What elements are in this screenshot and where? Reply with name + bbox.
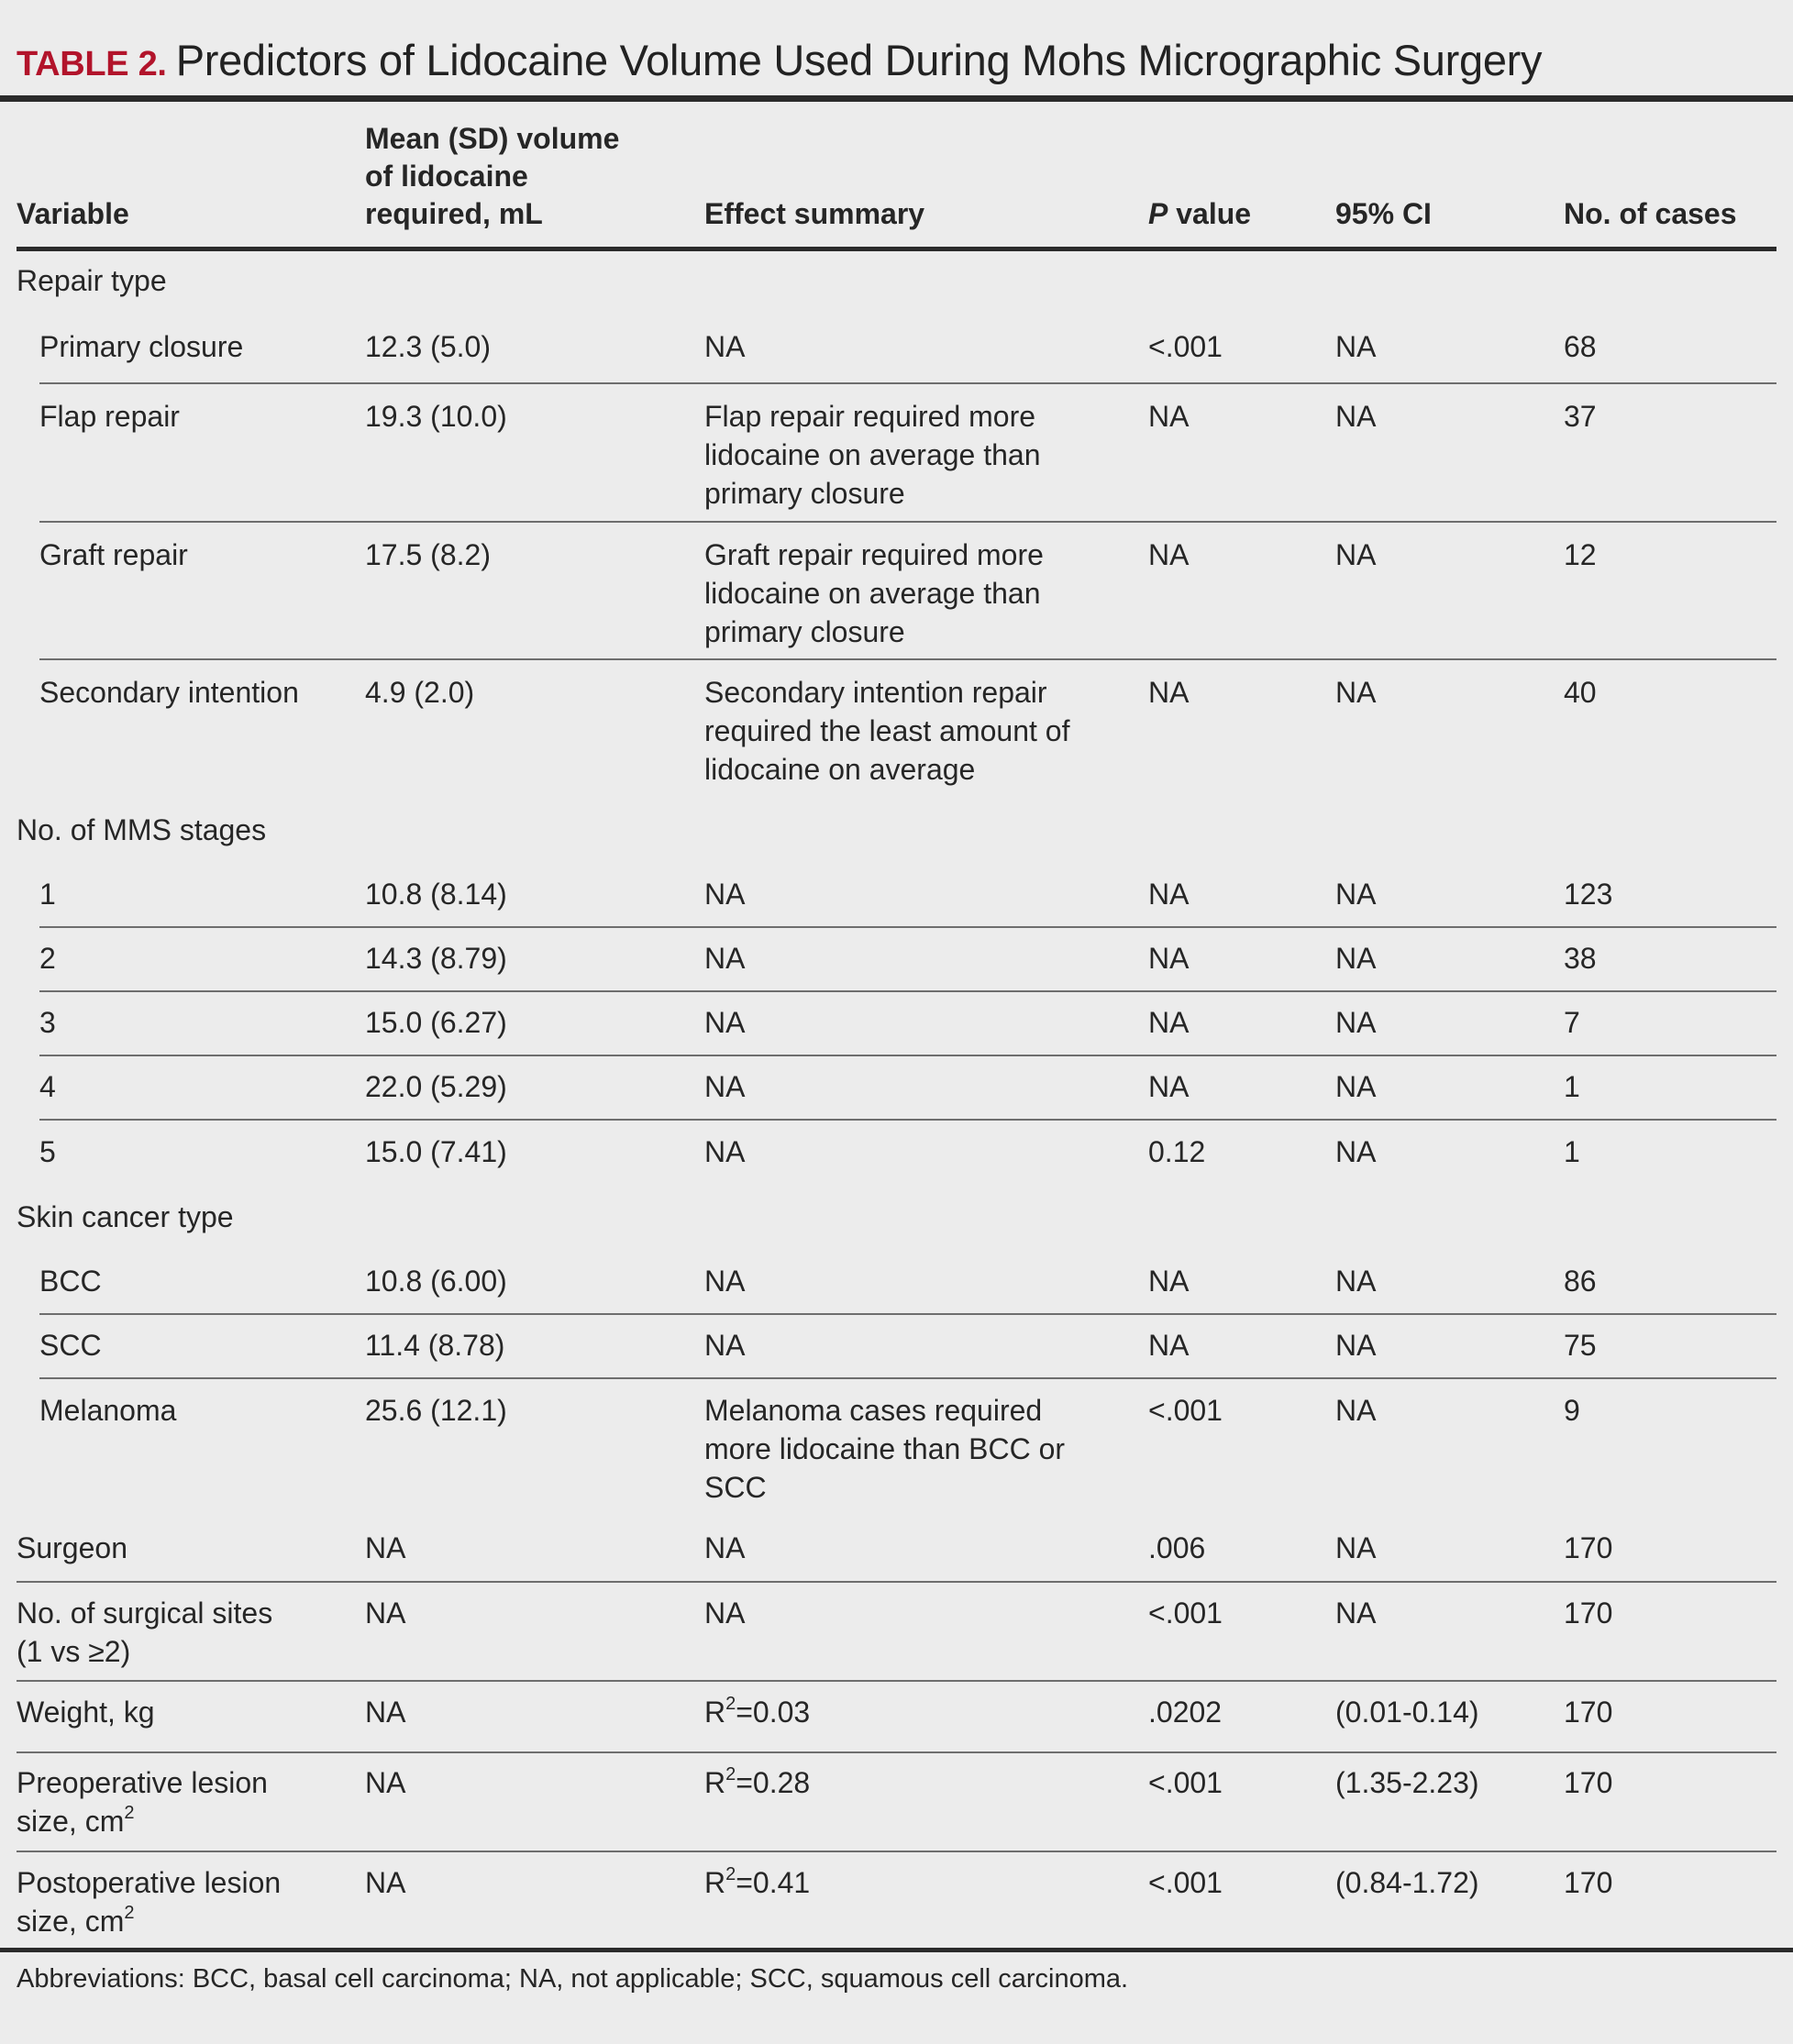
row-p-value: <.001 [1148,1866,1223,1899]
row-variable: BCC [39,1265,102,1298]
row-mean-volume: 10.8 (8.14) [365,878,507,911]
row-mean-volume: 22.0 (5.29) [365,1070,507,1103]
row-mean-volume: 19.3 (10.0) [365,400,507,433]
row-effect-summary-line: NA [704,1265,746,1298]
row-effect-summary-line: NA [704,330,746,363]
row-variable-superscript: 2 [124,1903,135,1923]
table-label: TABLE 2. [17,45,167,83]
row-confidence-interval: NA [1335,1597,1377,1630]
row-variable-line2-text: (1 vs ≥2) [17,1635,131,1668]
row-effect-summary-line: NA [704,1006,746,1039]
row-variable: 2 [39,942,56,975]
row-variable: 4 [39,1070,56,1103]
row-p-value: NA [1148,1329,1190,1362]
row-confidence-interval: NA [1335,1070,1377,1103]
row-confidence-interval: NA [1335,1006,1377,1039]
row-confidence-interval: NA [1335,538,1377,571]
row-mean-volume: 12.3 (5.0) [365,330,491,363]
row-confidence-interval: NA [1335,1135,1377,1168]
row-case-count: 12 [1564,538,1597,571]
row-variable-line2 [17,1802,134,1840]
row-p-value: NA [1148,878,1190,911]
row-effect-summary-line: NA [704,1070,746,1103]
row-variable: Primary closure [39,330,244,363]
row-variable-line2 [17,1632,130,1671]
section-heading: No. of MMS stages [17,813,267,846]
row-divider [39,658,1776,660]
row-effect-summary-line: NA [704,1597,746,1630]
row-confidence-interval: NA [1335,676,1377,709]
top-rule [0,95,1793,102]
row-confidence-interval: (0.01-0.14) [1335,1696,1479,1729]
row-case-count: 170 [1564,1766,1613,1799]
row-effect-summary-line: Secondary intention repair [704,676,1047,709]
header-variable: Variable [17,197,129,230]
row-p-value: NA [1148,1070,1190,1103]
row-confidence-interval: NA [1335,942,1377,975]
r-squared-superscript: 2 [725,1694,736,1714]
row-p-value: NA [1148,1006,1190,1039]
row-effect-summary-line: primary closure [704,615,905,648]
r-squared-value: =0.28 [736,1766,811,1799]
r-symbol: R [704,1696,726,1729]
row-confidence-interval: NA [1335,400,1377,433]
row-case-count: 37 [1564,400,1597,433]
row-effect-summary-line: lidocaine on average than [704,577,1041,610]
r-squared-superscript: 2 [725,1764,736,1784]
row-confidence-interval: (1.35-2.23) [1335,1766,1479,1799]
row-effect-summary-line: primary closure [704,477,905,510]
row-case-count: 68 [1564,330,1597,363]
row-confidence-interval: NA [1335,1329,1377,1362]
row-effect-summary [704,1763,810,1802]
row-case-count: 123 [1564,878,1613,911]
row-case-count: 1 [1564,1135,1580,1168]
row-mean-volume: NA [365,1597,406,1630]
row-case-count: 170 [1564,1597,1613,1630]
row-mean-volume: 15.0 (6.27) [365,1006,507,1039]
row-mean-volume: 11.4 (8.78) [365,1329,505,1362]
row-case-count: 75 [1564,1329,1597,1362]
row-case-count: 7 [1564,1006,1580,1039]
r-symbol: R [704,1866,726,1899]
row-p-value: <.001 [1148,1394,1223,1427]
row-case-count: 170 [1564,1866,1613,1899]
r-squared-superscript: 2 [725,1864,736,1884]
header-p-italic: P [1148,197,1168,230]
footnote: Abbreviations: BCC, basal cell carcinoma; NA, not applicable; SCC, squamous cell carcinoma. [17,1964,1129,1994]
row-divider [17,1680,1776,1682]
row-case-count: 170 [1564,1696,1613,1729]
row-mean-volume: 17.5 (8.2) [365,538,491,571]
row-p-value: NA [1148,538,1190,571]
row-mean-volume: NA [365,1696,406,1729]
row-mean-volume: NA [365,1766,406,1799]
row-divider [39,1055,1776,1056]
row-confidence-interval: NA [1335,878,1377,911]
r-symbol: R [704,1766,726,1799]
row-effect-summary-line: Melanoma cases required [704,1394,1043,1427]
row-case-count: 86 [1564,1265,1597,1298]
row-case-count: 170 [1564,1531,1613,1564]
header-effect: Effect summary [704,197,925,230]
row-divider [39,926,1776,928]
row-mean-volume: NA [365,1866,406,1899]
row-p-value: <.001 [1148,1597,1223,1630]
r-squared-value: =0.41 [736,1866,811,1899]
row-p-value: NA [1148,676,1190,709]
row-confidence-interval: NA [1335,1531,1377,1564]
row-case-count: 38 [1564,942,1597,975]
bottom-rule [0,1948,1793,1952]
row-variable: Postoperative lesion [17,1866,282,1899]
row-variable-line2 [17,1902,134,1940]
table-title-text: Predictors of Lidocaine Volume Used During Mohs Micrographic Surgery [175,36,1543,84]
row-variable: 1 [39,878,56,911]
row-confidence-interval: NA [1335,330,1377,363]
row-p-value: <.001 [1148,330,1223,363]
r-squared-value: =0.03 [736,1696,811,1729]
row-divider [17,1581,1776,1583]
row-mean-volume: NA [365,1531,406,1564]
row-variable: Melanoma [39,1394,177,1427]
row-variable: Graft repair [39,538,188,571]
row-variable: SCC [39,1329,102,1362]
row-variable: 5 [39,1135,56,1168]
row-mean-volume: 15.0 (7.41) [365,1135,507,1168]
row-effect-summary-line: NA [704,1135,746,1168]
section-heading: Repair type [17,264,167,297]
row-variable: Surgeon [17,1531,127,1564]
header-mean-line3: required, mL [365,197,543,230]
row-divider [17,1851,1776,1852]
row-effect-summary-line: Flap repair required more [704,400,1036,433]
row-p-value: NA [1148,1265,1190,1298]
row-p-value: 0.12 [1148,1135,1206,1168]
row-divider [39,1313,1776,1315]
row-p-value: .006 [1148,1531,1206,1564]
header-mean-line1: Mean (SD) volume [365,122,620,155]
row-variable-line2-text: size, cm [17,1805,125,1838]
row-p-value: .0202 [1148,1696,1223,1729]
table-title [17,35,1542,90]
row-effect-summary-line: more lidocaine than BCC or [704,1432,1066,1465]
row-effect-summary [704,1693,810,1731]
row-effect-summary-line: NA [704,1329,746,1362]
row-variable: Weight, kg [17,1696,155,1729]
row-p-value: NA [1148,400,1190,433]
header-cases: No. of cases [1564,197,1737,230]
header-p-rest: value [1168,197,1252,230]
row-variable: Preoperative lesion [17,1766,268,1799]
row-effect-summary-line: lidocaine on average than [704,438,1041,471]
row-divider [39,521,1776,523]
row-divider [39,990,1776,992]
row-divider [39,1377,1776,1379]
row-variable-line2-text: size, cm [17,1905,125,1938]
row-effect-summary-line: NA [704,1531,746,1564]
row-effect-summary [704,1863,810,1902]
row-case-count: 9 [1564,1394,1580,1427]
row-divider [39,382,1776,384]
row-p-value: <.001 [1148,1766,1223,1799]
row-effect-summary-line: Graft repair required more [704,538,1044,571]
row-p-value: NA [1148,942,1190,975]
row-confidence-interval: (0.84-1.72) [1335,1866,1479,1899]
row-divider [39,1119,1776,1121]
row-variable: No. of surgical sites [17,1597,273,1630]
row-case-count: 1 [1564,1070,1580,1103]
header-rule [17,247,1776,251]
header-ci: 95% CI [1335,197,1432,230]
row-divider [17,1751,1776,1753]
row-variable: 3 [39,1006,56,1039]
header-mean-line2: of lidocaine [365,160,528,193]
row-confidence-interval: NA [1335,1394,1377,1427]
header-p-value [1148,194,1251,233]
row-mean-volume: 4.9 (2.0) [365,676,475,709]
row-mean-volume: 10.8 (6.00) [365,1265,507,1298]
row-variable-superscript: 2 [124,1803,135,1823]
row-mean-volume: 25.6 (12.1) [365,1394,507,1427]
row-confidence-interval: NA [1335,1265,1377,1298]
row-effect-summary-line: SCC [704,1471,767,1504]
section-heading: Skin cancer type [17,1200,234,1233]
row-effect-summary-line: NA [704,878,746,911]
row-effect-summary-line: lidocaine on average [704,753,976,786]
row-effect-summary-line: NA [704,942,746,975]
row-variable: Flap repair [39,400,180,433]
row-mean-volume: 14.3 (8.79) [365,942,507,975]
row-case-count: 40 [1564,676,1597,709]
row-variable: Secondary intention [39,676,299,709]
row-effect-summary-line: required the least amount of [704,714,1070,747]
